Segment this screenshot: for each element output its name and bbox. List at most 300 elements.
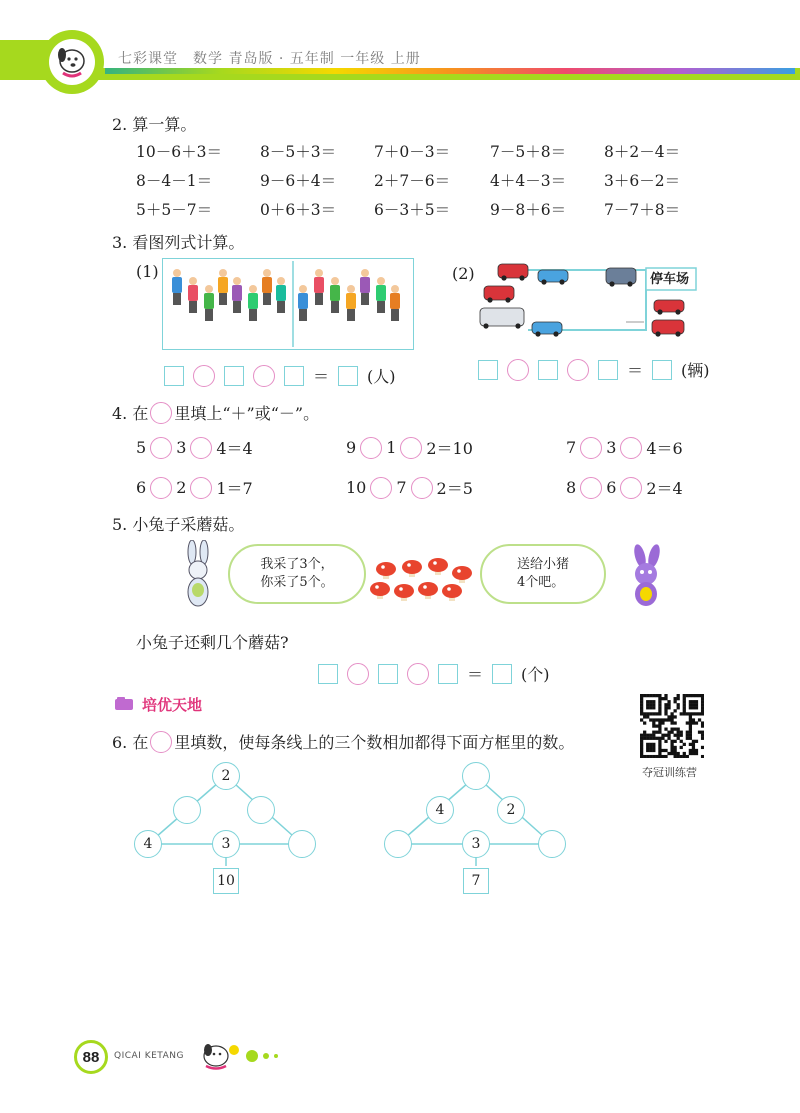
q2-expression[interactable]: 3＋6－2＝ <box>604 172 681 190</box>
child-legs <box>315 293 323 305</box>
qr-module <box>649 755 652 758</box>
q2-expression[interactable]: 5＋5－7＝ <box>136 201 213 219</box>
qr-module <box>643 694 646 697</box>
qr-module <box>640 740 643 743</box>
operator-circle[interactable] <box>507 359 529 381</box>
mushroom-cap <box>370 582 390 596</box>
q4-num-b: 2 <box>176 478 187 497</box>
qr-module <box>646 694 649 697</box>
child-head <box>189 277 197 285</box>
mushroom-spot <box>433 561 437 565</box>
qr-module <box>683 700 686 703</box>
qr-module <box>664 734 667 737</box>
q4-rest: 2＝4 <box>646 479 683 498</box>
qr-module <box>683 703 686 706</box>
footer-mascot-icon <box>198 1038 298 1076</box>
q2-expression[interactable]: 0＋6＋3＝ <box>260 201 337 219</box>
q4-num-b: 6 <box>606 478 617 497</box>
q2-expression[interactable]: 9－8＋6＝ <box>490 201 567 219</box>
mushroom-spot <box>399 587 403 591</box>
qr-module <box>643 737 646 740</box>
bubble-right-line-2: 4个吧。 <box>516 575 565 590</box>
qr-module <box>649 706 652 709</box>
bubble-left-line-1: 我采了3个， <box>260 557 334 572</box>
q2-expression[interactable]: 10－6＋3＝ <box>136 143 222 161</box>
qr-module <box>646 755 649 758</box>
child-body <box>204 293 214 309</box>
operator-circle[interactable] <box>620 477 642 499</box>
q2-expression[interactable]: 6－3＋5＝ <box>374 201 451 219</box>
child-head <box>347 285 355 293</box>
answer-box[interactable] <box>438 664 458 684</box>
car-wheel <box>675 309 680 314</box>
qr-code[interactable] <box>640 694 704 758</box>
qr-module <box>689 743 692 746</box>
tri1-node-mid-right[interactable] <box>247 796 275 824</box>
unit-label: (辆) <box>681 361 710 380</box>
qr-module <box>689 712 692 715</box>
qr-module <box>680 755 683 758</box>
q3-p1-answer-row <box>164 364 396 387</box>
answer-box[interactable] <box>284 366 304 386</box>
qr-module <box>652 694 655 697</box>
child-legs <box>331 301 339 313</box>
qr-module <box>692 712 695 715</box>
qr-module <box>649 737 652 740</box>
q2-expression[interactable]: 4＋4－3＝ <box>490 172 567 190</box>
qr-module <box>655 724 658 727</box>
qr-module <box>658 755 661 758</box>
rabbit-left-icon <box>178 540 220 616</box>
circle-icon <box>150 402 172 424</box>
qr-module <box>674 755 677 758</box>
operator-circle[interactable] <box>253 365 275 387</box>
qr-module <box>640 749 643 752</box>
operator-circle[interactable] <box>567 359 589 381</box>
q4-num-a: 8 <box>566 478 577 497</box>
answer-box[interactable] <box>164 366 184 386</box>
operator-circle[interactable] <box>150 477 172 499</box>
car-wheel <box>675 331 680 336</box>
qr-module <box>692 743 695 746</box>
child-head <box>299 285 307 293</box>
qr-module <box>680 746 683 749</box>
qr-module <box>640 718 643 721</box>
qr-module <box>677 737 680 740</box>
tri2-sum-box: 7 <box>463 868 489 894</box>
qr-module <box>655 718 658 721</box>
q3-p1-picture <box>162 258 414 350</box>
child-legs <box>361 293 369 305</box>
answer-box[interactable] <box>224 366 244 386</box>
qr-module <box>695 694 698 697</box>
page-number: 88 <box>74 1040 108 1074</box>
qr-module <box>667 731 670 734</box>
mushroom-cap <box>394 584 414 598</box>
qr-module <box>674 697 677 700</box>
child-body <box>188 285 198 301</box>
child-body <box>346 293 356 309</box>
qr-module <box>649 694 652 697</box>
q2-expression[interactable]: 9－6＋4＝ <box>260 172 337 190</box>
car-wheel <box>655 331 660 336</box>
child-legs <box>277 301 285 313</box>
qr-module <box>701 700 704 703</box>
operator-circle[interactable] <box>407 663 429 685</box>
qr-module <box>655 694 658 697</box>
qr-module <box>695 700 698 703</box>
child-head <box>233 277 241 285</box>
q4-item <box>566 476 683 499</box>
qr-module <box>652 737 655 740</box>
operator-circle[interactable] <box>370 477 392 499</box>
qr-module <box>652 700 655 703</box>
q5-title: 5. 小兔子采蘑菇。 <box>112 515 245 534</box>
qr-module <box>649 700 652 703</box>
q4-item <box>346 436 473 459</box>
qr-module <box>661 718 664 721</box>
qr-module <box>655 712 658 715</box>
qr-module <box>658 700 661 703</box>
mushroom-cap <box>428 558 448 572</box>
qr-module <box>661 755 664 758</box>
qr-module <box>652 706 655 709</box>
qr-module <box>701 734 704 737</box>
qr-module <box>649 718 652 721</box>
qr-module <box>658 752 661 755</box>
mushroom-cap <box>376 562 396 576</box>
answer-box[interactable] <box>492 664 512 684</box>
child-body <box>376 285 386 301</box>
mushroom-cap <box>452 566 472 580</box>
qr-module <box>677 755 680 758</box>
child-body <box>262 277 272 293</box>
car-wheel <box>541 279 546 284</box>
child-body <box>248 293 258 309</box>
parking-sign: 停车场 <box>650 272 690 287</box>
qr-module <box>658 694 661 697</box>
operator-circle[interactable] <box>580 437 602 459</box>
answer-box[interactable] <box>478 360 498 380</box>
car-wheel <box>559 279 564 284</box>
q4-rest: 2＝10 <box>426 439 473 458</box>
qr-module <box>670 731 673 734</box>
qr-module <box>695 752 698 755</box>
qr-module <box>667 715 670 718</box>
qr-module <box>689 694 692 697</box>
qr-module <box>677 734 680 737</box>
qr-module <box>664 697 667 700</box>
tri2-node-left[interactable] <box>384 830 412 858</box>
tri2-node-right[interactable] <box>538 830 566 858</box>
tri2-node-top[interactable] <box>462 762 490 790</box>
q4-title-a: 4. 在 <box>112 404 149 423</box>
qr-module <box>658 718 661 721</box>
q6-title <box>112 730 574 753</box>
q2-expression[interactable]: 7＋0－3＝ <box>374 143 451 161</box>
qr-module <box>658 703 661 706</box>
q2-expression[interactable]: 8＋2－4＝ <box>604 143 681 161</box>
child-legs <box>299 309 307 321</box>
q4-num-b: 3 <box>176 438 187 457</box>
qr-module <box>689 749 692 752</box>
operator-circle[interactable] <box>580 477 602 499</box>
qr-module <box>674 709 677 712</box>
q2-expression[interactable]: 7－5＋8＝ <box>490 143 567 161</box>
qr-module <box>664 755 667 758</box>
qr-module <box>677 752 680 755</box>
q4-title-b: 里填上“＋”或“－”。 <box>174 404 320 423</box>
qr-module <box>661 721 664 724</box>
qr-module <box>680 740 683 743</box>
tri1-node-mid-left[interactable] <box>173 796 201 824</box>
q4-item <box>136 436 253 459</box>
qr-module <box>646 712 649 715</box>
q3-p1-label: (1) <box>136 262 159 281</box>
qr-module <box>689 700 692 703</box>
qr-module <box>677 703 680 706</box>
qr-module <box>689 731 692 734</box>
qr-module <box>640 694 643 697</box>
qr-module <box>658 743 661 746</box>
q4-item <box>136 476 253 499</box>
q4-num-a: 5 <box>136 438 147 457</box>
qr-module <box>692 706 695 709</box>
qr-module <box>655 755 658 758</box>
child-body <box>390 293 400 309</box>
qr-module <box>689 703 692 706</box>
qr-module <box>661 697 664 700</box>
qr-module <box>658 712 661 715</box>
qr-module <box>683 755 686 758</box>
answer-box[interactable] <box>318 664 338 684</box>
qr-module <box>667 752 670 755</box>
qr-module <box>695 703 698 706</box>
q2-expression[interactable]: 2＋7－6＝ <box>374 172 451 190</box>
tri2-node-mid-left: 4 <box>426 796 454 824</box>
child-head <box>331 277 339 285</box>
qr-module <box>686 694 689 697</box>
q4-num-a: 9 <box>346 438 357 457</box>
mushroom-spot <box>423 585 427 589</box>
qr-module <box>664 728 667 731</box>
answer-box[interactable] <box>338 366 358 386</box>
qr-module <box>667 703 670 706</box>
qr-module <box>692 721 695 724</box>
qr-module <box>701 712 704 715</box>
qr-module <box>664 706 667 709</box>
qr-module <box>683 706 686 709</box>
qr-module <box>686 712 689 715</box>
qr-module <box>692 718 695 721</box>
qr-module <box>670 746 673 749</box>
qr-module <box>701 724 704 727</box>
qr-module <box>683 712 686 715</box>
q4-num-b: 1 <box>386 438 397 457</box>
qr-module <box>683 752 686 755</box>
qr-module <box>689 721 692 724</box>
qr-module <box>664 709 667 712</box>
qr-module <box>658 724 661 727</box>
qr-module <box>674 749 677 752</box>
car-wheel <box>519 275 524 280</box>
child-head <box>377 277 385 285</box>
qr-module <box>670 728 673 731</box>
q2-expression[interactable]: 8－4－1＝ <box>136 172 213 190</box>
operator-circle[interactable] <box>150 437 172 459</box>
qr-module <box>677 697 680 700</box>
qr-module <box>701 703 704 706</box>
qr-module <box>692 694 695 697</box>
child-body <box>218 277 228 293</box>
qr-module <box>695 712 698 715</box>
qr-module <box>674 734 677 737</box>
operator-circle[interactable] <box>347 663 369 685</box>
qr-module <box>701 697 704 700</box>
operator-circle[interactable] <box>400 437 422 459</box>
qr-module <box>652 724 655 727</box>
operator-circle[interactable] <box>190 477 212 499</box>
tri1-node-right[interactable] <box>288 830 316 858</box>
qr-module <box>646 749 649 752</box>
child-legs <box>347 309 355 321</box>
operator-circle[interactable] <box>193 365 215 387</box>
mushroom-cap <box>418 582 438 596</box>
qr-module <box>680 731 683 734</box>
qr-module <box>661 749 664 752</box>
qr-module <box>658 731 661 734</box>
qr-module <box>674 746 677 749</box>
qr-module <box>640 755 643 758</box>
qr-module <box>643 734 646 737</box>
qr-module <box>674 728 677 731</box>
qr-module <box>640 743 643 746</box>
q4-item <box>566 436 683 459</box>
child-head <box>205 285 213 293</box>
q3-title: 3. 看图列式计算。 <box>112 233 245 252</box>
triangle-1 <box>130 760 330 900</box>
qr-module <box>689 752 692 755</box>
qr-module <box>692 703 695 706</box>
q4-num-b: 7 <box>396 478 407 497</box>
qr-module <box>649 749 652 752</box>
qr-module <box>670 749 673 752</box>
qr-module <box>649 734 652 737</box>
answer-box[interactable] <box>652 360 672 380</box>
qr-module <box>646 737 649 740</box>
qr-module <box>667 718 670 721</box>
operator-circle[interactable] <box>620 437 642 459</box>
qr-module <box>643 715 646 718</box>
qr-module <box>670 712 673 715</box>
q4-rest: 1＝7 <box>216 479 253 498</box>
qr-module <box>695 721 698 724</box>
qr-module <box>683 694 686 697</box>
qr-module <box>640 703 643 706</box>
q2-expression[interactable]: 8－5＋3＝ <box>260 143 337 161</box>
qr-module <box>692 752 695 755</box>
child-head <box>263 269 271 277</box>
qr-module <box>652 734 655 737</box>
qr-module <box>661 737 664 740</box>
child-head <box>249 285 257 293</box>
qr-module <box>689 706 692 709</box>
qr-module <box>652 731 655 734</box>
speech-bubble-right <box>480 544 606 604</box>
qr-module <box>646 715 649 718</box>
qr-module <box>680 734 683 737</box>
qr-module <box>655 737 658 740</box>
operator-circle[interactable] <box>190 437 212 459</box>
tri1-node-bottom-mid: 3 <box>212 830 240 858</box>
mushroom-cap <box>402 560 422 574</box>
child-body <box>276 285 286 301</box>
q4-title <box>112 401 319 424</box>
qr-module <box>689 728 692 731</box>
qr-module <box>640 737 643 740</box>
q3-p2-answer-row <box>478 358 710 381</box>
child-head <box>315 269 323 277</box>
qr-module <box>646 703 649 706</box>
qr-module <box>674 752 677 755</box>
child-legs <box>189 301 197 313</box>
operator-circle[interactable] <box>360 437 382 459</box>
answer-box[interactable] <box>598 360 618 380</box>
qr-module <box>689 718 692 721</box>
car-wheel <box>483 323 488 328</box>
car-wheel <box>535 331 540 336</box>
circle-icon <box>150 731 172 753</box>
qr-module <box>652 746 655 749</box>
car-wheel <box>627 281 632 286</box>
mushroom-spot <box>447 587 451 591</box>
qr-module <box>670 740 673 743</box>
qr-module <box>649 743 652 746</box>
operator-circle[interactable] <box>411 477 433 499</box>
child-body <box>330 285 340 301</box>
equals-sign: ＝ <box>467 665 484 684</box>
qr-module <box>646 734 649 737</box>
qr-module <box>658 737 661 740</box>
qr-module <box>646 746 649 749</box>
bubble-right-line-1: 送给小猪 <box>516 557 569 572</box>
qr-module <box>686 734 689 737</box>
qr-module <box>664 703 667 706</box>
qr-module <box>677 706 680 709</box>
qr-module <box>643 721 646 724</box>
tri2-node-mid-right: 2 <box>497 796 525 824</box>
child-head <box>391 285 399 293</box>
section-icon <box>114 696 136 716</box>
child-legs <box>391 309 399 321</box>
qr-module <box>689 724 692 727</box>
tri1-sum-box: 10 <box>213 868 239 894</box>
child-legs <box>233 301 241 313</box>
q2-expression[interactable]: 7－7＋8＝ <box>604 201 681 219</box>
qr-module <box>686 755 689 758</box>
answer-box[interactable] <box>378 664 398 684</box>
header-mascot-icon <box>49 39 95 85</box>
child-body <box>298 293 308 309</box>
qr-module <box>667 700 670 703</box>
qr-module <box>670 721 673 724</box>
qr-module <box>695 706 698 709</box>
qr-module <box>640 706 643 709</box>
qr-module <box>698 712 701 715</box>
qr-module <box>701 709 704 712</box>
answer-box[interactable] <box>538 360 558 380</box>
q4-rest: 4＝6 <box>646 439 683 458</box>
